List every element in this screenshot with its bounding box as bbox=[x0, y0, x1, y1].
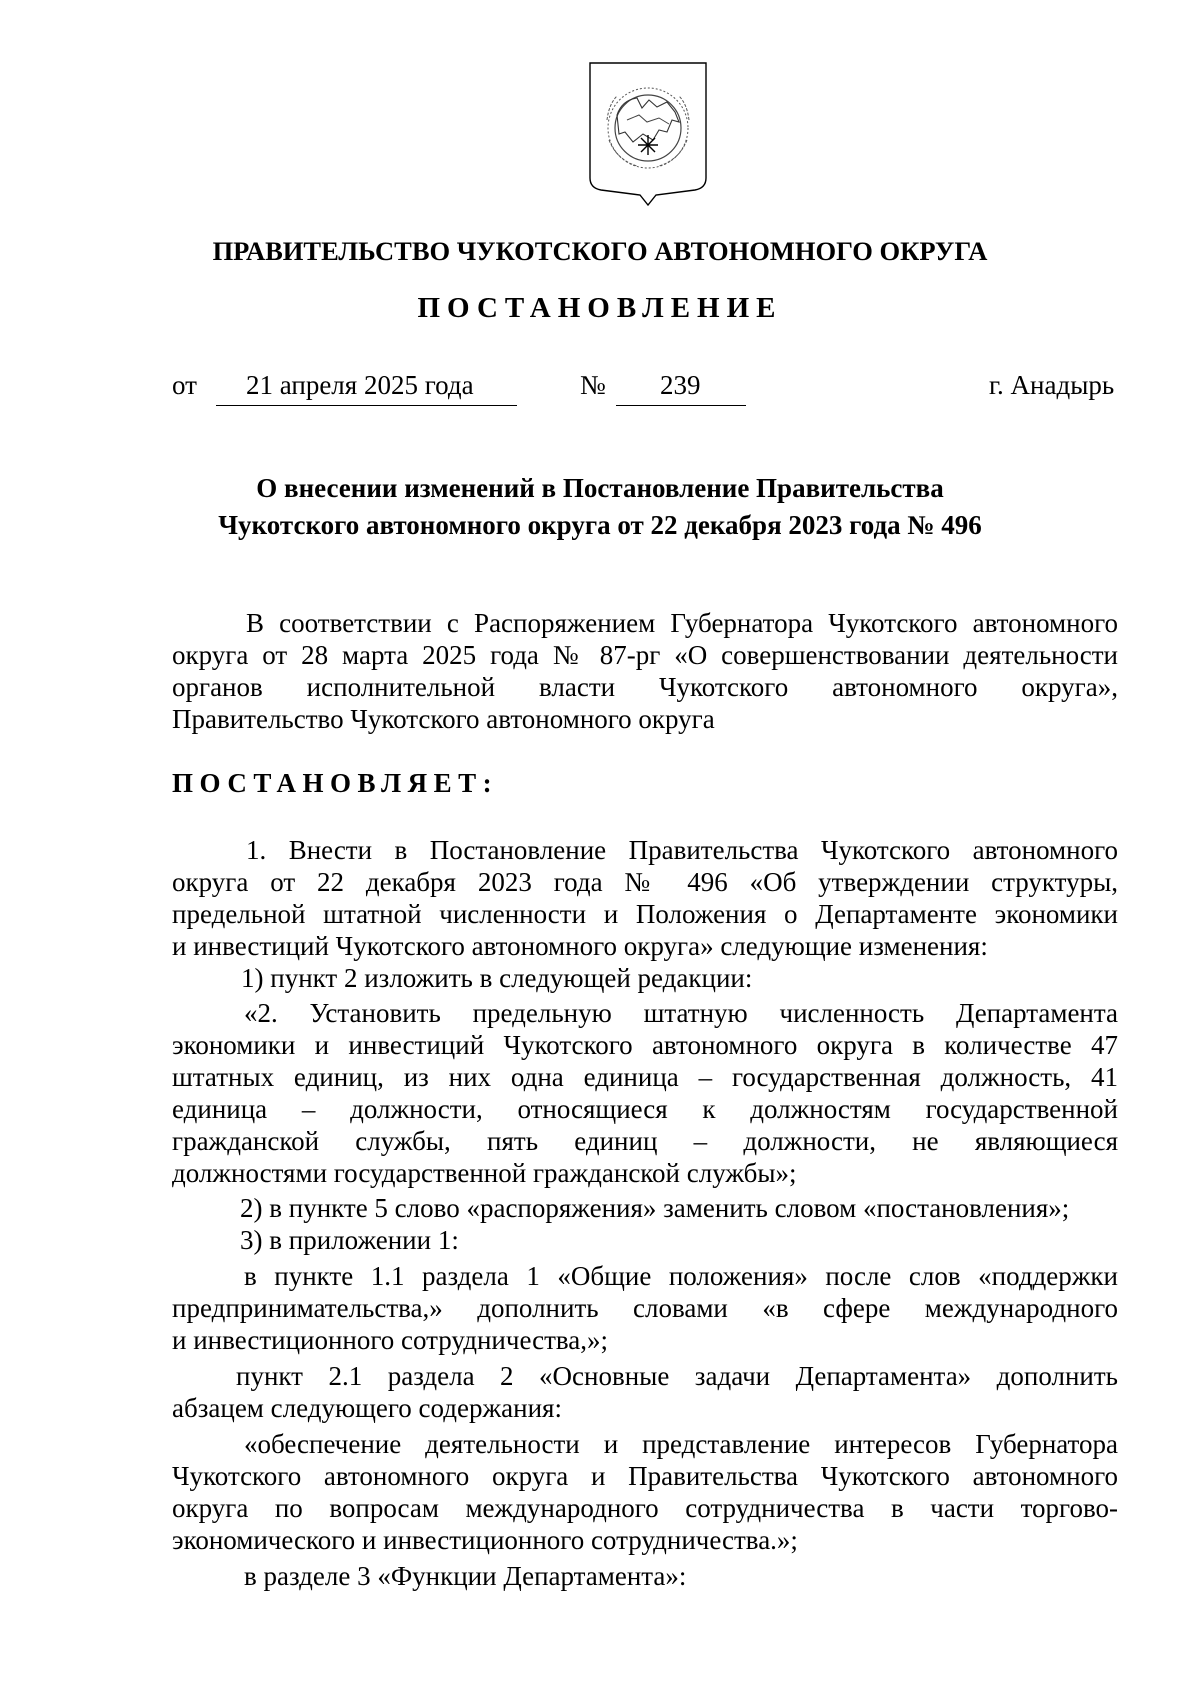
date-underline bbox=[216, 405, 517, 406]
body-line: 3) в приложении 1: bbox=[240, 1225, 459, 1255]
body-line: «2. Установить предельную штатную численность Департамента bbox=[244, 998, 1118, 1028]
document-number: 239 bbox=[660, 370, 701, 400]
body-line: экономического и инвестиционного сотрудничества.»; bbox=[172, 1525, 798, 1555]
body-line: и инвестиций Чукотского автономного округа» следующие изменения: bbox=[172, 931, 988, 961]
coat-of-arms-emblem bbox=[587, 60, 709, 210]
organization-name: ПРАВИТЕЛЬСТВО ЧУКОТСКОГО АВТОНОМНОГО ОКРУГА bbox=[212, 236, 988, 266]
body-line: «обеспечение деятельности и представление интересов Губернатора bbox=[244, 1429, 1118, 1459]
decree-word: ПОСТАНОВЛЯЕТ: bbox=[172, 768, 499, 798]
body-line: гражданской службы, пять единиц – должности, не являющиеся bbox=[172, 1126, 1118, 1156]
body-line: округа от 22 декабря 2023 года № 496 «Об утверждении структуры, bbox=[172, 867, 1118, 897]
body-line: абзацем следующего содержания: bbox=[172, 1393, 562, 1423]
body-line: штатных единиц, из них одна единица – государственная должность, 41 bbox=[172, 1062, 1118, 1092]
title-line: Чукотского автономного округа от 22 декабря 2023 года № 496 bbox=[218, 510, 982, 540]
document-date: 21 апреля 2025 года bbox=[246, 370, 474, 400]
document-type: ПОСТАНОВЛЕНИЕ bbox=[417, 292, 783, 324]
number-underline bbox=[616, 405, 746, 406]
body-line: органов исполнительной власти Чукотского автономного округа», bbox=[172, 672, 1118, 702]
date-prefix: от bbox=[172, 370, 197, 400]
body-line: округа по вопросам международного сотрудничества в части торгово- bbox=[172, 1493, 1118, 1523]
body-line: пункт 2.1 раздела 2 «Основные задачи Департамента» дополнить bbox=[236, 1361, 1118, 1391]
body-line: и инвестиционного сотрудничества,»; bbox=[172, 1325, 609, 1355]
title-line: О внесении изменений в Постановление Правительства bbox=[256, 473, 944, 503]
body-line: предельной штатной численности и Положения о Департаменте экономики bbox=[172, 899, 1118, 929]
document-title bbox=[0, 470, 1200, 544]
number-prefix: № bbox=[580, 370, 606, 400]
body-line: 1) пункт 2 изложить в следующей редакции: bbox=[241, 963, 753, 993]
body-line: в разделе 3 «Функции Департамента»: bbox=[244, 1561, 687, 1591]
body-line: 2) в пункте 5 слово «распоряжения» заменить словом «постановления»; bbox=[240, 1193, 1070, 1223]
body-line: должностями государственной гражданской службы»; bbox=[172, 1158, 797, 1188]
body-line: В соответствии с Распоряжением Губернатора Чукотского автономного bbox=[246, 608, 1118, 638]
body-line: округа от 28 марта 2025 года № 87-рг «О совершенствовании деятельности bbox=[172, 640, 1118, 670]
body-line: 1. Внести в Постановление Правительства Чукотского автономного bbox=[246, 835, 1118, 865]
body-line: экономики и инвестиций Чукотского автономного округа в количестве 47 bbox=[172, 1030, 1118, 1060]
body-line: Правительство Чукотского автономного округа bbox=[172, 704, 715, 734]
body-line: предпринимательства,» дополнить словами «в сфере международного bbox=[172, 1293, 1118, 1323]
body-line: Чукотского автономного округа и Правительства Чукотского автономного bbox=[172, 1461, 1118, 1491]
city: г. Анадырь bbox=[989, 370, 1115, 400]
body-line: единица – должности, относящиеся к должностям государственной bbox=[172, 1094, 1118, 1124]
body-line: в пункте 1.1 раздела 1 «Общие положения» после слов «поддержки bbox=[244, 1261, 1118, 1291]
